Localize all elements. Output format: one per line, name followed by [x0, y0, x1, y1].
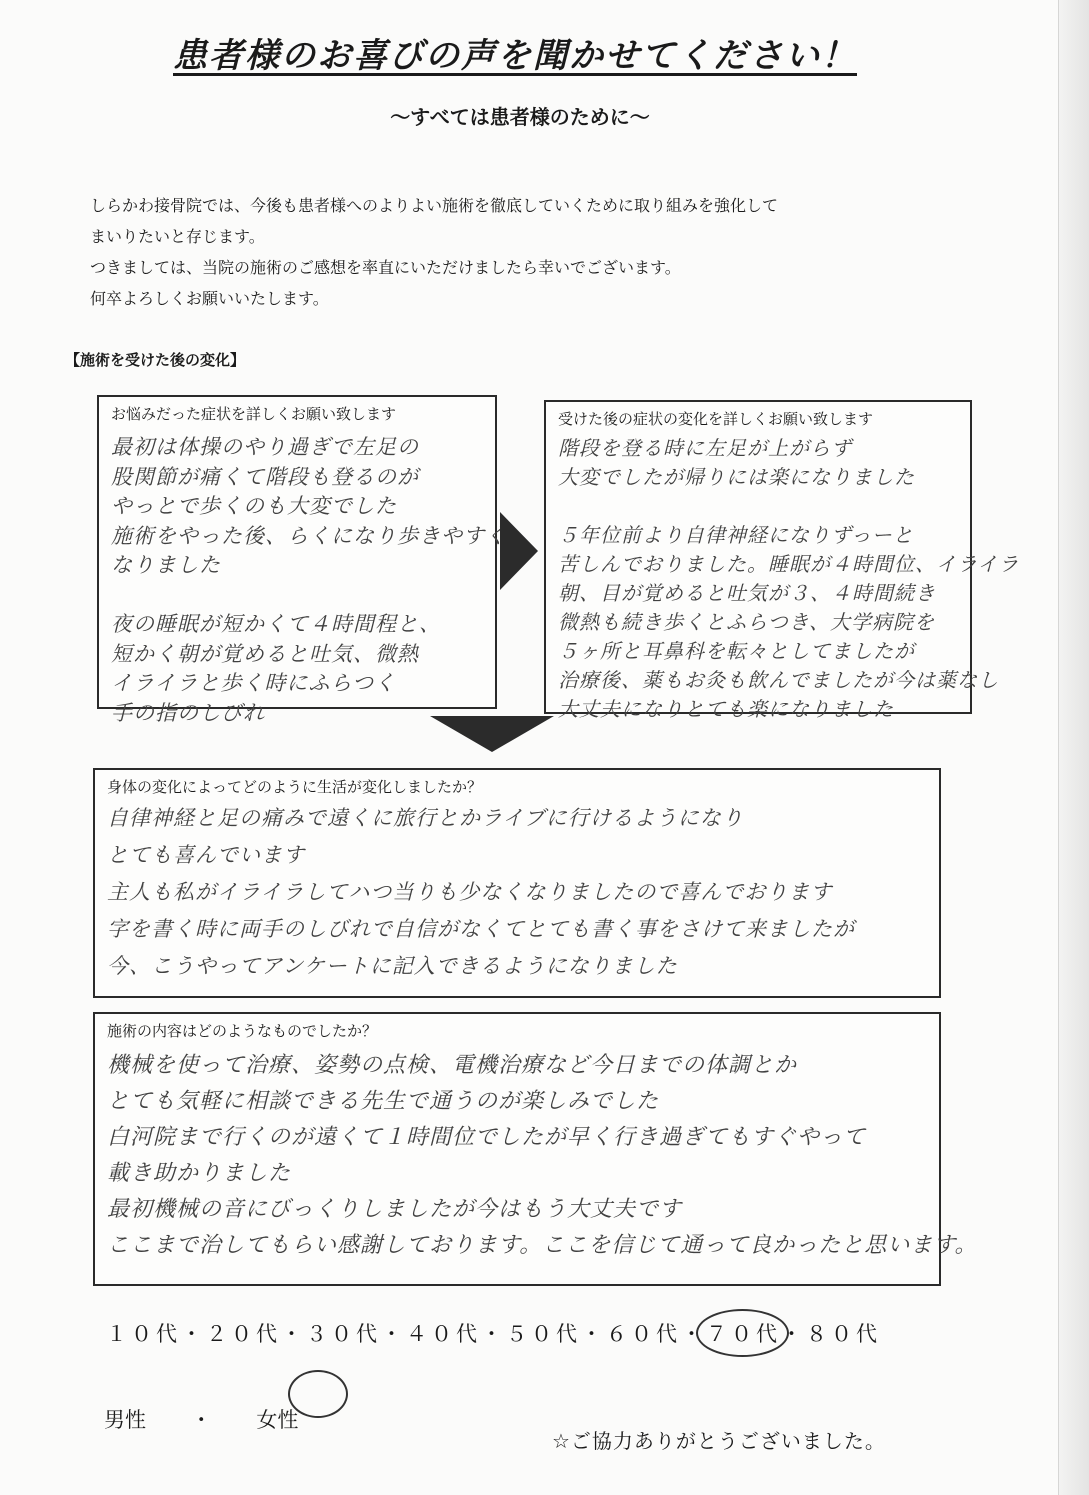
age-option-50s[interactable]: ５０代	[506, 1322, 581, 1346]
after-changes-box[interactable]	[544, 400, 1020, 721]
handwritten-line: 白河院まで行くのが遠くて１時間位でしたが早く行き過ぎてもすぐやって	[107, 1125, 867, 1150]
life-change-label: 身体の変化によってどのように生活が変化しましたか？	[107, 778, 483, 796]
handwritten-line: 微熱も続き歩くとふらつき、大学病院を	[558, 610, 935, 634]
intro-line: しらかわ接骨院では、今後も患者様へのよりよい施術を徹底していくために取り組みを強化して	[90, 196, 779, 215]
gender-separator: ・	[190, 1408, 212, 1432]
handwritten-line: 載き助かりました	[107, 1161, 292, 1186]
intro-text	[90, 190, 950, 314]
life-change-box[interactable]	[93, 768, 941, 998]
handwritten-line: 短かく朝が覚めると吐気、微熱	[111, 641, 419, 666]
age-option-20s[interactable]: ２０代	[206, 1322, 281, 1346]
handwritten-line: 股関節が痛くて階段も登るのが	[111, 464, 419, 489]
selection-circle	[288, 1370, 348, 1418]
handwritten-line: 苦しんでおりました。睡眠が４時間位、イライラ	[558, 552, 1020, 576]
life-change-answer	[107, 800, 931, 985]
treatment-content-box[interactable]	[93, 1012, 978, 1286]
handwritten-line: とても喜んでいます	[107, 843, 305, 867]
age-separator: ・	[281, 1322, 306, 1346]
handwritten-line: 最初は体操のやり過ぎで左足の	[111, 435, 419, 459]
down-arrow-icon	[430, 716, 554, 752]
age-separator: ・	[781, 1322, 806, 1346]
age-option-30s[interactable]: ３０代	[306, 1322, 381, 1346]
intro-line: まいりたいと存じます。	[90, 227, 265, 246]
handwritten-line	[111, 581, 487, 611]
before-symptoms-label: お悩みだった症状を詳しくお願い致します	[111, 405, 397, 423]
handwritten-line: とても気軽に相談できる先生で通うのが楽しみでした	[107, 1089, 660, 1114]
before-symptoms-box[interactable]	[97, 395, 507, 725]
handwritten-line: 朝、目が覚めると吐気が３、４時間続き	[558, 581, 936, 605]
handwritten-line: 主人も私がイライラしてハつ当りも少なくなりましたので喜んでおります	[107, 880, 833, 904]
age-separator: ・	[481, 1322, 506, 1346]
handwritten-line: ここまで治してもらい感謝しております。ここを信じて通って良かったと思います。	[107, 1233, 978, 1258]
selection-circle	[696, 1309, 789, 1357]
age-separator: ・	[381, 1322, 406, 1346]
age-option-10s[interactable]: １０代	[106, 1322, 181, 1346]
after-changes-label: 受けた後の症状の変化を詳しくお願い致します	[558, 410, 874, 428]
handwritten-line: 字を書く時に両手のしびれで自信がなくてとても書く事をさけて来ましたが	[107, 917, 855, 941]
right-arrow-icon	[500, 512, 538, 590]
thanks-message: ☆ご協力ありがとうございました。	[552, 1429, 886, 1453]
age-separator: ・	[681, 1322, 706, 1346]
age-option-70s[interactable]: ７０代	[706, 1318, 781, 1348]
gender-option-male[interactable]: 男性	[104, 1408, 146, 1432]
handwritten-line: 今、こうやってアンケートに記入できるようになりました	[107, 954, 678, 978]
gender-option-female[interactable]: 女性	[256, 1379, 358, 1434]
age-options	[106, 1318, 881, 1348]
handwritten-line: ５ヶ所と耳鼻科を転々としてましたが	[558, 639, 915, 663]
after-changes-answer	[558, 434, 1020, 724]
treatment-content-label: 施術の内容はどのようなものでしたか？	[107, 1022, 378, 1040]
age-option-60s[interactable]: ６０代	[606, 1322, 681, 1346]
age-option-40s[interactable]: ４０代	[406, 1322, 481, 1346]
paper-edge-shadow	[1058, 0, 1089, 1495]
treatment-content-answer	[107, 1048, 978, 1264]
age-option-80s[interactable]: ８０代	[806, 1322, 881, 1346]
handwritten-line: 最初機械の音にびっくりしましたが今はもう大丈夫です	[107, 1197, 683, 1222]
handwritten-line: 大変でしたが帰りには楽になりました	[558, 465, 915, 489]
handwritten-line	[558, 492, 962, 521]
handwritten-line: 手の指のしびれ	[111, 700, 265, 725]
before-symptoms-answer	[111, 433, 507, 728]
intro-line: 何卒よろしくお願いいたします。	[90, 289, 329, 308]
age-separator: ・	[181, 1322, 206, 1346]
gender-options	[104, 1379, 358, 1434]
handwritten-line: 治療後、薬もお灸も飲んでましたが今は薬なし	[558, 668, 999, 692]
handwritten-line: やっとで歩くのも大変でした	[111, 494, 397, 518]
handwritten-line: 機械を使って治療、姿勢の点検、電機治療など今日までの体調とか	[107, 1053, 798, 1078]
handwritten-line: 施術をやった後、らくになり歩きやすく	[111, 523, 507, 548]
section-label: 【施術を受けた後の変化】	[65, 351, 246, 369]
page-subtitle: ～すべては患者様のために～	[390, 105, 650, 129]
handwritten-line: 大丈夫になりとても楽になりました	[558, 697, 894, 721]
handwritten-line: なりました	[111, 553, 221, 577]
handwritten-line: 自律神経と足の痛みで遠くに旅行とかライブに行けるようになり	[107, 806, 744, 830]
page-title: 患者様のお喜びの声を聞かせてください！	[173, 36, 857, 76]
handwritten-line: 夜の睡眠が短かくて４時間程と、	[111, 612, 441, 636]
age-separator: ・	[581, 1322, 606, 1346]
intro-line: つきましては、当院の施術のご感想を率直にいただけましたら幸いでございます。	[90, 258, 681, 277]
handwritten-line: イライラと歩く時にふらつく	[111, 671, 397, 695]
handwritten-line: 階段を登る時に左足が上がらず	[558, 436, 852, 460]
handwritten-line: ５年位前より自律神経になりずっーと	[558, 523, 914, 547]
